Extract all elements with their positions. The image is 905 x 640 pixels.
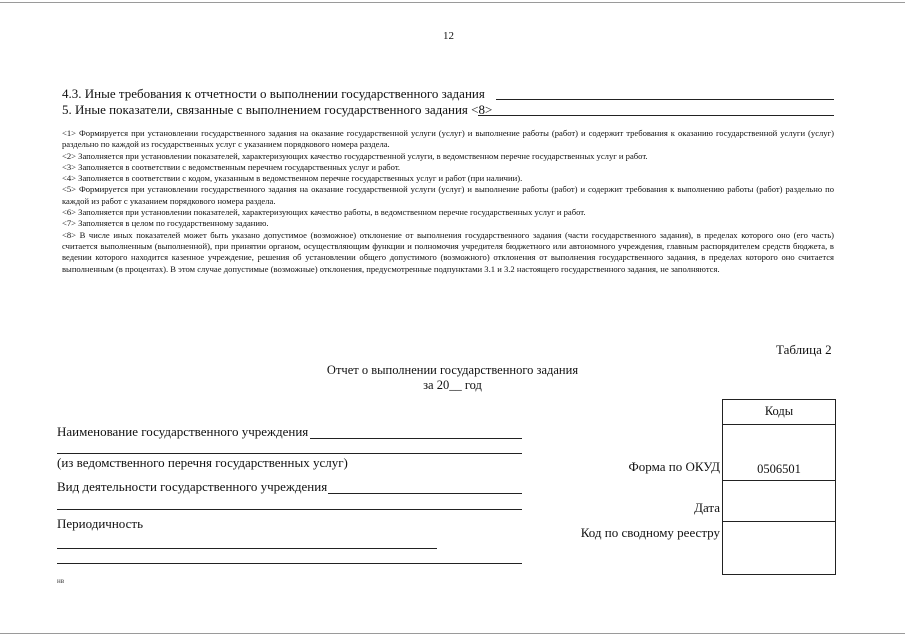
codes-divider-header <box>723 424 835 425</box>
periodicity-label: Периодичность <box>57 516 144 531</box>
footnote-2: <2> Заполняется при установлении показателей, характеризующих качество государственной услуги, в ведомственном перечне государственных услуг и работ. <box>62 150 648 161</box>
requirement-5-underline <box>478 115 834 116</box>
corner-mark: нв <box>57 577 65 585</box>
activity-type-field[interactable] <box>328 493 522 494</box>
bottom-scan-edge <box>0 633 905 634</box>
table-label: Таблица 2 <box>776 342 832 357</box>
report-title <box>0 363 905 393</box>
date-label: Дата <box>694 500 720 515</box>
footnote-4: <4> Заполняется в соответствии с кодом, указанным в ведомственном перечне государственных услуг и работ (при наличии). <box>62 173 523 184</box>
footnote-1: <1> Формируется при установлении государственного задания на оказание государственной услуги (услуг) и выполнение работы (работ) и содержит требования к оказанию государственной услуги (услуг) раздельно по каждой из государственных услуг с указанием порядкового номера раздела. <box>62 128 834 150</box>
requirement-4-3: 4.3. Иные требования к отчетности о выполнении государственного задания <box>62 86 485 101</box>
footnote-3: <3> Заполняется в соответствии с ведомственным перечнем государственных услуг и работ. <box>62 161 401 172</box>
report-title-line-1: Отчет о выполнении государственного задания <box>326 363 579 377</box>
from-list-label: (из ведомственного перечня государственных услуг) <box>57 455 348 470</box>
requirement-4-3-underline <box>496 99 834 100</box>
registry-code-label: Код по сводному реестру <box>580 525 720 540</box>
footnote-6: <6> Заполняется при установлении показателей, характеризующих качество работы, в ведомственном перечне государственных услуг и работ. <box>62 207 586 218</box>
codes-table <box>722 399 836 575</box>
footnote-7: <7> Заполняется в целом по государственному заданию. <box>62 218 269 229</box>
institution-name-label: Наименование государственного учреждения <box>57 424 309 439</box>
codes-divider-okud <box>723 480 835 481</box>
okud-label: Форма по ОКУД <box>628 459 720 474</box>
periodicity-field-line-2[interactable] <box>57 563 522 564</box>
top-scan-edge <box>0 2 905 3</box>
codes-divider-date <box>723 521 835 522</box>
periodicity-field[interactable] <box>57 548 437 549</box>
page-number: 12 <box>443 30 454 42</box>
footnote-5: <5> Формируется при установлении государственного задания на оказание государственной услуги (услуг) и выполнение работы (работ) и содержит требования к выполнению работы (работ) раздельно по каждой из работ с указанием порядкового номера раздела. <box>62 184 834 206</box>
activity-type-field-line-2[interactable] <box>57 509 522 510</box>
okud-code-cell: 0506501 <box>757 462 801 476</box>
institution-name-field[interactable] <box>310 438 522 439</box>
activity-type-label: Вид деятельности государственного учреждения <box>57 479 328 494</box>
codes-header: Коды <box>764 404 794 418</box>
report-title-line-2: за 20__ год <box>423 378 482 392</box>
footnotes <box>62 128 834 275</box>
footnote-8: <8> В числе иных показателей может быть указано допустимое (возможное) отклонение от выполнения государственного задания (части государственного задания), в пределах которого оно (его часть) считается выполненным (выполненной), при принятии органом, осуществляющим функции и полномочия учредителя бюджетного или автономного учреждения, главным распорядителем средств бюджета, в ведении которого находится казенное учреждение, решения об установлении общего допустимого (возможного) отклонения от выполнения государственного задания, в пределах которого оно считается выполненным (в процентах). В этом случае допустимые (возможные) отклонения, предусмотренные подпунктами 3.1 и 3.2 настоящего государственного задания, не заполняются. <box>62 229 834 274</box>
institution-name-field-line-2[interactable] <box>57 453 522 454</box>
requirement-5: 5. Иные показатели, связанные с выполнением государственного задания <8> <box>62 102 493 117</box>
